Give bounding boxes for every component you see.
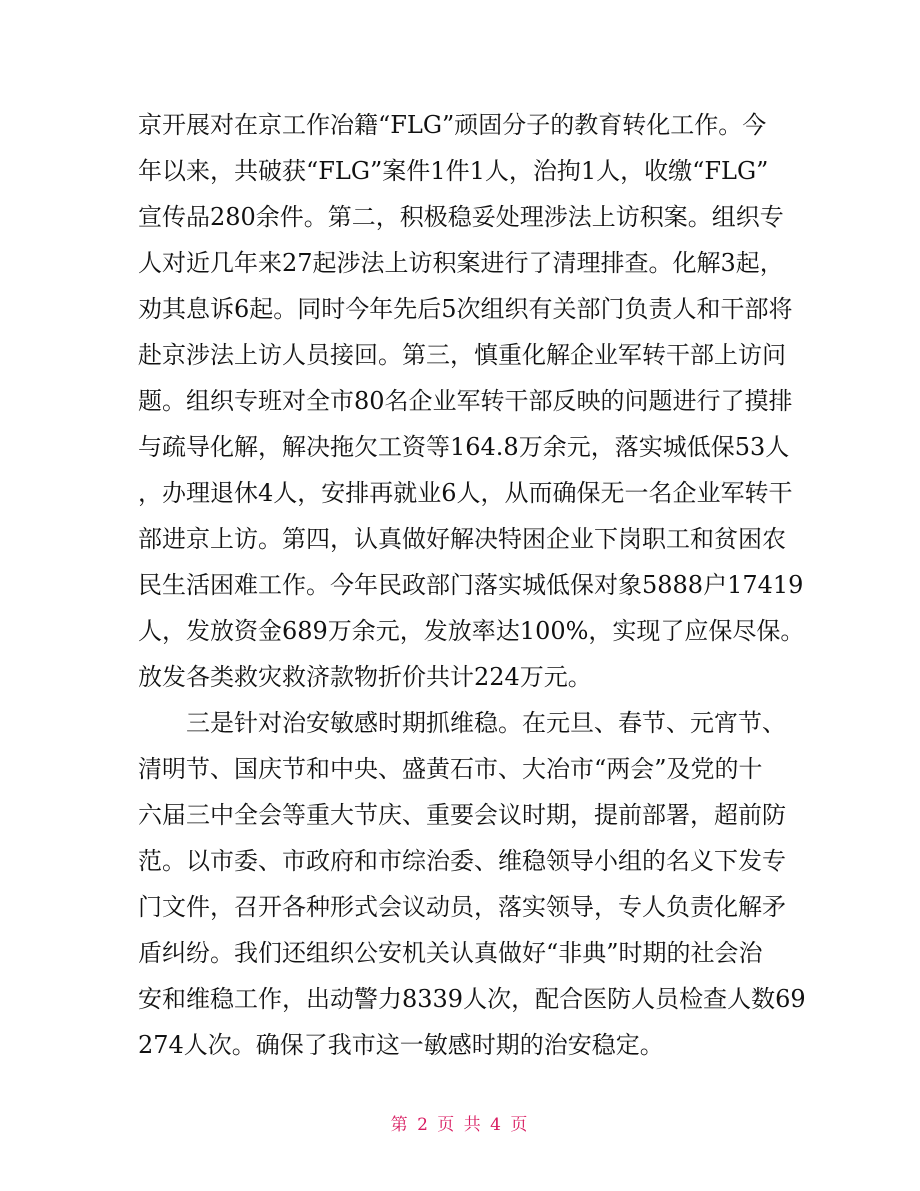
body-line-21: 274人次。确保了我市这一敏感时期的治安稳定。 xyxy=(138,1031,664,1059)
body-line-5: 劝其息诉6起。同时今年先后5次组织有关部门负责人和干部将 xyxy=(138,295,793,323)
body-line-1: 京开展对在京工作冶籍“FLG”顽固分子的教育转化工作。今 xyxy=(138,111,767,139)
body-line-15: 清明节、国庆节和中央、盛黄石市、大冶市“两会”及党的十 xyxy=(138,755,763,783)
body-line-14: 三是针对治安敏感时期抓维稳。在元旦、春节、元宵节、 xyxy=(138,709,786,737)
body-line-7: 题。组织专班对全市80名企业军转干部反映的问题进行了摸排 xyxy=(138,387,793,415)
body-line-4: 人对近几年来27起涉法上访积案进行了清理排查。化解3起， xyxy=(138,249,784,277)
document-body xyxy=(138,102,806,1068)
body-line-2: 年以来，共破获“FLG”案件1件1人，治拘1人，收缴“FLG” xyxy=(138,157,769,185)
body-line-6: 赴京涉法上访人员接回。第三，慎重化解企业军转干部上访问 xyxy=(138,341,786,369)
body-line-16: 六届三中全会等重大节庆、重要会议时期，提前部署，超前防 xyxy=(138,801,786,829)
body-line-3: 宣传品280余件。第二，积极稳妥处理涉法上访积案。组织专 xyxy=(138,203,784,231)
body-line-8: 与疏导化解，解决拖欠工资等164.8万余元，落实城低保53人 xyxy=(138,433,790,461)
body-line-11: 民生活困难工作。今年民政部门落实城低保对象5888户17419 xyxy=(138,571,804,599)
body-line-12: 人，发放资金689万余元，发放率达100%，实现了应保尽保。 xyxy=(138,617,805,645)
body-line-20: 安和维稳工作，出动警力8339人次，配合医防人员检查人数69 xyxy=(138,985,806,1013)
body-line-13: 放发各类救灾救济款物折价共计224万元。 xyxy=(138,663,592,691)
body-line-17: 范。以市委、市政府和市综治委、维稳领导小组的名义下发专 xyxy=(138,847,786,875)
body-line-10: 部进京上访。第四，认真做好解决特困企业下岗职工和贫困农 xyxy=(138,525,786,553)
body-line-9: ，办理退休4人，安排再就业6人，从而确保无一名企业军转干 xyxy=(138,479,793,507)
body-line-19: 盾纠纷。我们还组织公安机关认真做好“非典”时期的社会治 xyxy=(138,939,763,967)
body-line-18: 门文件，召开各种形式会议动员，落实领导，专人负责化解矛 xyxy=(138,893,786,921)
page-number-footer: 第 2 页 共 4 页 xyxy=(390,1115,530,1135)
